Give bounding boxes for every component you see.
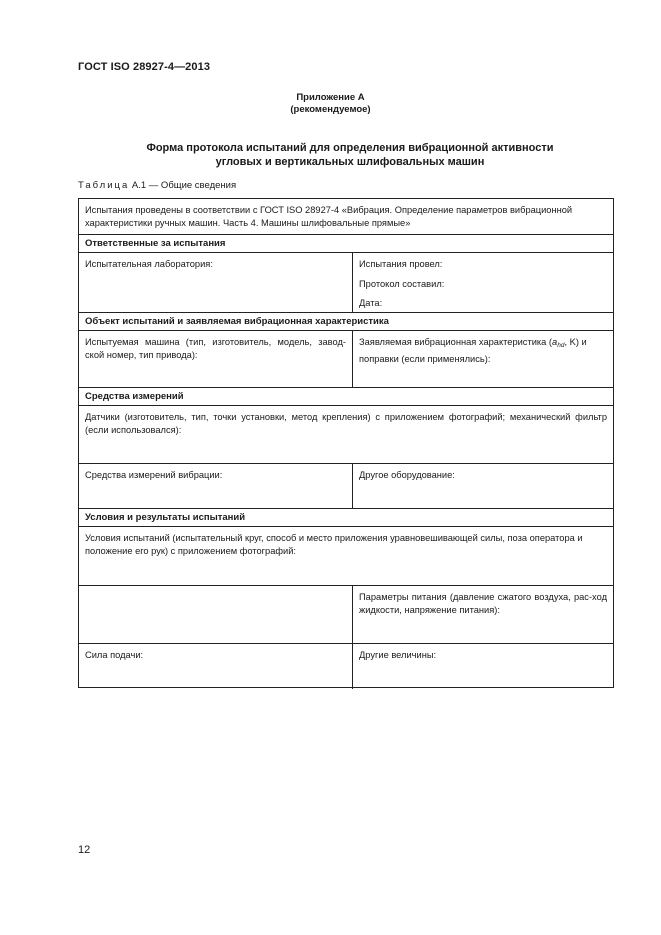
appendix-subtitle: (рекомендуемое) bbox=[290, 104, 371, 115]
page-number: 12 bbox=[78, 844, 91, 856]
declared-symbol: a bbox=[552, 337, 558, 347]
appendix-title: Приложение А bbox=[296, 92, 365, 103]
section-heading-conditions: Условия и результаты испытаний bbox=[85, 512, 246, 523]
table-row bbox=[79, 387, 613, 406]
feed-force-field: Сила подачи: bbox=[79, 644, 353, 689]
laboratory-field: Испытательная лаборатория: bbox=[79, 253, 353, 313]
table-row bbox=[79, 330, 613, 388]
table-row bbox=[79, 643, 613, 689]
table-row bbox=[79, 312, 613, 331]
power-parameters-field: Параметры питания (давление сжатого воздуха, рас-ход жидкости, напряжение питания): bbox=[359, 592, 607, 615]
form-title-line-2: угловых и вертикальных шлифовальных машин bbox=[215, 156, 485, 168]
table-row bbox=[79, 199, 613, 234]
table-row bbox=[79, 585, 613, 644]
declared-characteristic-prefix: Заявляемая вибрационная характеристика ( bbox=[359, 337, 553, 347]
section-heading-object: Объект испытаний и заявляемая вибрационная характеристика bbox=[85, 316, 389, 327]
declared-characteristic-suffix: , K) и поправки (если применялись): bbox=[359, 337, 587, 364]
table-row bbox=[79, 508, 613, 527]
test-machine-field: Испытуемая машина (тип, изготовитель, модель, завод-ской номер, тип привода): bbox=[79, 331, 353, 388]
sensors-field: Датчики (изготовитель, тип, точки установки, метод крепления) с приложением фотографий; механический фильтр (если использовался): bbox=[85, 412, 607, 435]
vibration-instruments-field: Средства измерений вибрации: bbox=[79, 464, 353, 509]
table-row bbox=[79, 405, 613, 464]
table-row bbox=[79, 526, 613, 586]
form-title-line-1: Форма протокола испытаний для определения вибрационной активности bbox=[146, 142, 554, 154]
form-title bbox=[0, 141, 661, 169]
declared-characteristic-field bbox=[353, 331, 613, 388]
test-conditions-field: Условия испытаний (испытательный круг, способ и место приложения уравновешивающей силы, поза оператора и положение его рук) с приложением фотографий: bbox=[85, 533, 583, 556]
table-row bbox=[79, 463, 613, 509]
section-heading-responsible: Ответственные за испытания bbox=[85, 238, 226, 249]
general-info-table bbox=[78, 198, 614, 688]
intro-cell: Испытания проведены в соответствии с ГОСТ ISO 28927-4 «Вибрация. Определение параметров вибрационной характеристики ручных машин. Часть 4. Машины шлифовальные прямые» bbox=[85, 205, 573, 228]
table-row bbox=[79, 252, 613, 313]
table-caption bbox=[78, 180, 236, 191]
empty-cell bbox=[79, 586, 353, 644]
protocol-author-field: Протокол составил: bbox=[359, 278, 445, 289]
other-values-field: Другие величины: bbox=[359, 650, 437, 660]
table-caption-prefix: Таблица bbox=[78, 180, 130, 191]
table-caption-text: А.1 — Общие сведения bbox=[131, 180, 237, 191]
other-equipment-field: Другое оборудование: bbox=[359, 470, 455, 480]
table-row bbox=[79, 234, 613, 253]
section-heading-instruments: Средства измерений bbox=[85, 391, 184, 402]
date-field: Дата: bbox=[359, 298, 383, 308]
standard-header: ГОСТ ISO 28927-4—2013 bbox=[78, 61, 211, 73]
responsible-right-cell bbox=[353, 253, 613, 313]
appendix-heading bbox=[0, 92, 661, 116]
declared-subscript: hd bbox=[557, 342, 565, 349]
conducted-by-field: Испытания провел: bbox=[359, 259, 443, 269]
